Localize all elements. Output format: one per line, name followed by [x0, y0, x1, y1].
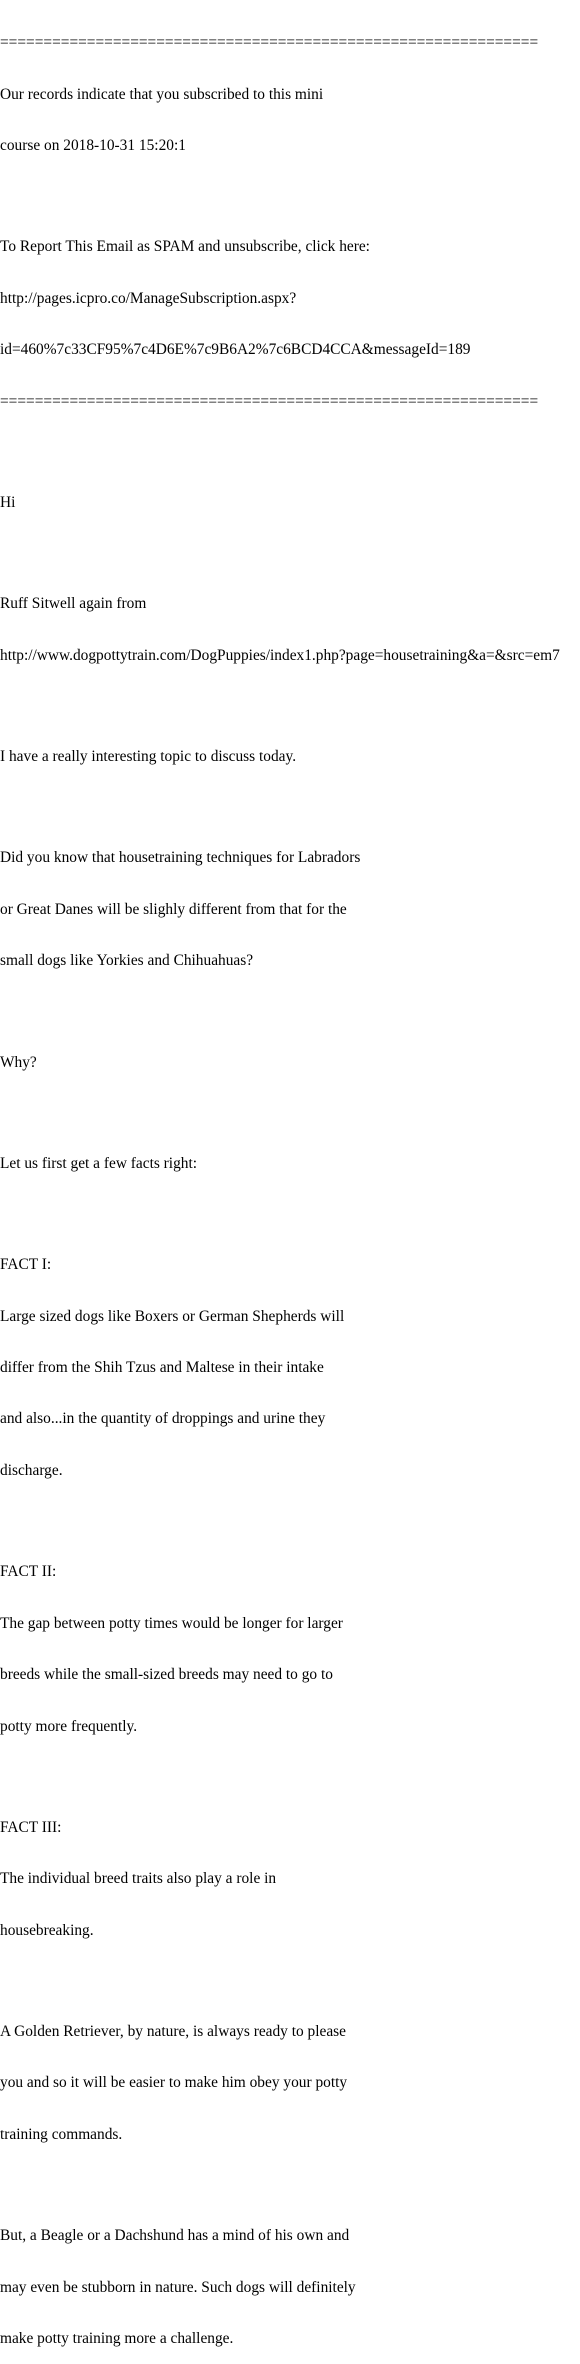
- fact-2-line-2: breeds while the small-sized breeds may need to go to: [0, 1666, 333, 1684]
- bottom-divider: ==============================================================: [0, 392, 539, 410]
- greeting: Hi: [0, 494, 16, 512]
- dogpottytrain-link[interactable]: http://www.dogpottytrain.com/DogPuppies/index1.php?page=housetraining&a=&src=em7: [0, 646, 560, 664]
- spacer: [0, 1513, 580, 1529]
- intro-line: Ruff Sitwell again from: [0, 595, 147, 613]
- facts-intro: Let us first get a few facts right:: [0, 1154, 198, 1172]
- fact-1-line-2: differ from the Shih Tzus and Maltese in their intake: [0, 1358, 324, 1376]
- question-line-3: small dogs like Yorkies and Chihuahuas?: [0, 952, 254, 970]
- subscription-notice-line-1: Our records indicate that you subscribed to this mini: [0, 85, 324, 103]
- fact-1-line-1: Large sized dogs like Boxers or German Shepherds will: [0, 1307, 345, 1325]
- spacer: [0, 189, 580, 205]
- spam-notice-text: To Report This Email as SPAM and unsubscribe, click here:: [0, 238, 370, 256]
- spacer: [0, 1004, 580, 1020]
- fact-1-line-4: discharge.: [0, 1461, 63, 1479]
- top-divider: ==============================================================: [0, 34, 539, 52]
- spacer: [0, 1769, 580, 1785]
- fact-3-line-2: housebreaking.: [0, 1921, 94, 1939]
- fact-3-heading: FACT III:: [0, 1818, 62, 1836]
- question-line-2: or Great Danes will be slighly different from that for the: [0, 900, 347, 918]
- spacer: [0, 1206, 580, 1222]
- fact-1-line-3: and also...in the quantity of droppings and urine they: [0, 1410, 326, 1428]
- subscription-notice-line-2: course on 2018-10-31 15:20:1: [0, 137, 186, 155]
- fact-2-line-1: The gap between potty times would be longer for larger: [0, 1614, 343, 1632]
- golden-line-3: training commands.: [0, 2125, 123, 2143]
- fact-2-line-3: potty more frequently.: [0, 1717, 138, 1735]
- why-line: Why?: [0, 1053, 37, 1071]
- beagle-line-1: But, a Beagle or a Dachshund has a mind of his own and: [0, 2227, 350, 2245]
- spacer: [0, 1105, 580, 1121]
- fact-1-heading: FACT I:: [0, 1256, 52, 1274]
- unsubscribe-link-part-1[interactable]: http://pages.icpro.co/ManageSubscription.aspx?: [0, 289, 297, 307]
- golden-line-1: A Golden Retriever, by nature, is always ready to please: [0, 2022, 346, 2040]
- spacer: [0, 2177, 580, 2193]
- beagle-line-2: may even be stubborn in nature. Such dogs will definitely: [0, 2278, 356, 2296]
- topic-line: I have a really interesting topic to discuss today.: [0, 748, 297, 766]
- golden-line-2: you and so it will be easier to make him obey your potty: [0, 2074, 348, 2092]
- spacer: [0, 444, 580, 460]
- spacer: [0, 800, 580, 816]
- question-line-1: Did you know that housetraining techniques for Labradors: [0, 849, 361, 867]
- spacer: [0, 1973, 580, 1989]
- fact-2-heading: FACT II:: [0, 1563, 57, 1581]
- fact-3-line-1: The individual breed traits also play a role in: [0, 1870, 277, 1888]
- beagle-line-3: make potty training more a challenge.: [0, 2330, 234, 2348]
- unsubscribe-link-part-2[interactable]: id=460%7c33CF95%7c4D6E%7c9B6A2%7c6BCD4CCA&messageId=189: [0, 341, 471, 359]
- spacer: [0, 698, 580, 714]
- spacer: [0, 546, 580, 562]
